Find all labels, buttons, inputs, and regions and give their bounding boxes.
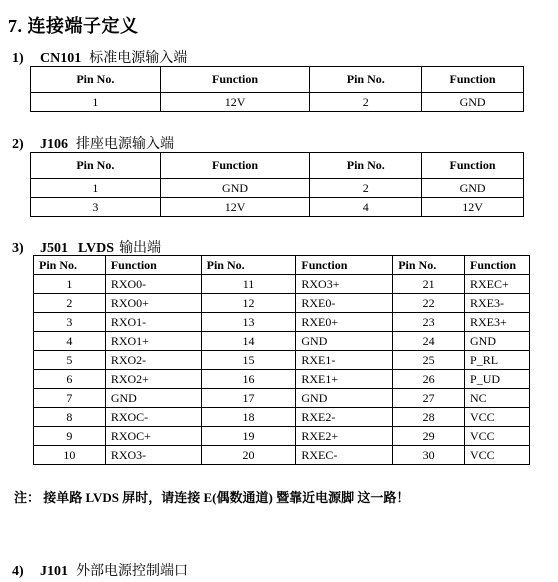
header-pin-no: Pin No. — [31, 153, 161, 179]
pin-function: RXEC+ — [465, 275, 530, 294]
table-header-row — [31, 67, 524, 93]
pin-function: GND — [422, 179, 524, 198]
pin-number: 19 — [201, 427, 296, 446]
section-1-number: 1) — [12, 51, 24, 66]
pin-function: P_RL — [465, 351, 530, 370]
pin-function: VCC — [465, 427, 530, 446]
table-row — [31, 179, 524, 198]
header-function: Function — [160, 67, 310, 93]
header-pin-no: Pin No. — [393, 256, 465, 275]
pin-function: RXO1- — [105, 313, 201, 332]
header-function: Function — [465, 256, 530, 275]
pin-function: RXO2- — [105, 351, 201, 370]
table-header-row — [31, 153, 524, 179]
header-pin-no: Pin No. — [310, 67, 422, 93]
pin-number: 1 — [34, 275, 106, 294]
section-4-description: 外部电源控制端口 — [76, 564, 188, 579]
section-3-heading — [12, 237, 161, 257]
pin-number: 29 — [393, 427, 465, 446]
pin-function: GND — [422, 93, 524, 112]
pin-function: RXEC- — [296, 446, 393, 465]
header-pin-no: Pin No. — [310, 153, 422, 179]
table-row — [34, 370, 530, 389]
pin-number: 24 — [393, 332, 465, 351]
pin-function: GND — [465, 332, 530, 351]
pin-function: 12V — [160, 93, 310, 112]
pin-number: 2 — [310, 93, 422, 112]
section-3-number: 3) — [12, 241, 24, 256]
table-row — [34, 446, 530, 465]
j501-lvds-pin-table — [33, 255, 530, 465]
pin-number: 18 — [201, 408, 296, 427]
pin-number: 17 — [201, 389, 296, 408]
table-row — [34, 351, 530, 370]
pin-function: P_UD — [465, 370, 530, 389]
pin-number: 5 — [34, 351, 106, 370]
pin-function: GND — [160, 179, 310, 198]
section-2-connector: J106 — [40, 137, 68, 152]
pin-function: GND — [296, 389, 393, 408]
section-1-connector: CN101 — [40, 51, 82, 66]
section-3-interface: LVDS — [78, 241, 115, 256]
pin-number: 6 — [34, 370, 106, 389]
pin-function: RXE2- — [296, 408, 393, 427]
pin-function: 12V — [422, 198, 524, 217]
pin-function: RXE1- — [296, 351, 393, 370]
section-4-heading — [12, 560, 188, 580]
section-2-description: 排座电源输入端 — [76, 137, 174, 152]
pin-number: 27 — [393, 389, 465, 408]
table-row — [34, 294, 530, 313]
pin-number: 13 — [201, 313, 296, 332]
j106-pin-table — [30, 152, 524, 217]
pin-number: 10 — [34, 446, 106, 465]
pin-number: 26 — [393, 370, 465, 389]
header-function: Function — [105, 256, 201, 275]
pin-function: RXE2+ — [296, 427, 393, 446]
section-1-description: 标准电源输入端 — [89, 51, 188, 66]
pin-function: RXE0+ — [296, 313, 393, 332]
pin-function: VCC — [465, 408, 530, 427]
pin-number: 28 — [393, 408, 465, 427]
pin-number: 22 — [393, 294, 465, 313]
pin-function: RXO0- — [105, 275, 201, 294]
section-title: 7. 连接端子定义 — [8, 16, 139, 36]
pin-number: 3 — [31, 198, 161, 217]
section-3-connector: J501 — [40, 241, 68, 256]
section-4-connector: J101 — [40, 564, 68, 579]
section-1-heading — [12, 47, 187, 67]
pin-function: RXO3+ — [296, 275, 393, 294]
pin-number: 4 — [34, 332, 106, 351]
pin-function: RXE0- — [296, 294, 393, 313]
pin-number: 2 — [310, 179, 422, 198]
header-pin-no: Pin No. — [201, 256, 296, 275]
header-function: Function — [422, 67, 524, 93]
pin-function: RXO1+ — [105, 332, 201, 351]
pin-function: RXE3+ — [465, 313, 530, 332]
pin-number: 25 — [393, 351, 465, 370]
pin-function: RXE3- — [465, 294, 530, 313]
pin-function: 12V — [160, 198, 310, 217]
cn101-pin-table — [30, 66, 524, 112]
pin-number: 9 — [34, 427, 106, 446]
pin-number: 23 — [393, 313, 465, 332]
table-header-row — [34, 256, 530, 275]
pin-number: 15 — [201, 351, 296, 370]
table-row — [34, 427, 530, 446]
section-4-number: 4) — [12, 564, 24, 579]
lvds-connection-note: 注： 接单路 LVDS 屏时，请连接 E(偶数通道) 暨靠近电源脚 这一路！ — [14, 490, 410, 505]
section-2-heading — [12, 133, 174, 153]
pin-number: 21 — [393, 275, 465, 294]
table-row — [34, 313, 530, 332]
pin-number: 8 — [34, 408, 106, 427]
table-row — [34, 389, 530, 408]
header-pin-no: Pin No. — [31, 67, 161, 93]
table-row — [31, 198, 524, 217]
pin-number: 1 — [31, 93, 161, 112]
pin-function: NC — [465, 389, 530, 408]
header-function: Function — [160, 153, 310, 179]
pin-number: 1 — [31, 179, 161, 198]
pin-function: RXO3- — [105, 446, 201, 465]
pin-function: RXOC+ — [105, 427, 201, 446]
pin-function: RXOC- — [105, 408, 201, 427]
pin-number: 3 — [34, 313, 106, 332]
pin-number: 2 — [34, 294, 106, 313]
section-2-number: 2) — [12, 137, 24, 152]
pin-function: RXE1+ — [296, 370, 393, 389]
table-row — [34, 275, 530, 294]
table-row — [34, 332, 530, 351]
pin-number: 12 — [201, 294, 296, 313]
table-row — [31, 93, 524, 112]
pin-number: 20 — [201, 446, 296, 465]
pin-function: RXO2+ — [105, 370, 201, 389]
pin-function: VCC — [465, 446, 530, 465]
header-pin-no: Pin No. — [34, 256, 106, 275]
pin-number: 7 — [34, 389, 106, 408]
pin-number: 14 — [201, 332, 296, 351]
section-3-description: 输出端 — [119, 241, 162, 256]
pin-number: 16 — [201, 370, 296, 389]
pin-function: GND — [296, 332, 393, 351]
header-function: Function — [296, 256, 393, 275]
pin-number: 4 — [310, 198, 422, 217]
table-row — [34, 408, 530, 427]
pin-function: GND — [105, 389, 201, 408]
header-function: Function — [422, 153, 524, 179]
pin-number: 11 — [201, 275, 296, 294]
pin-number: 30 — [393, 446, 465, 465]
pin-function: RXO0+ — [105, 294, 201, 313]
